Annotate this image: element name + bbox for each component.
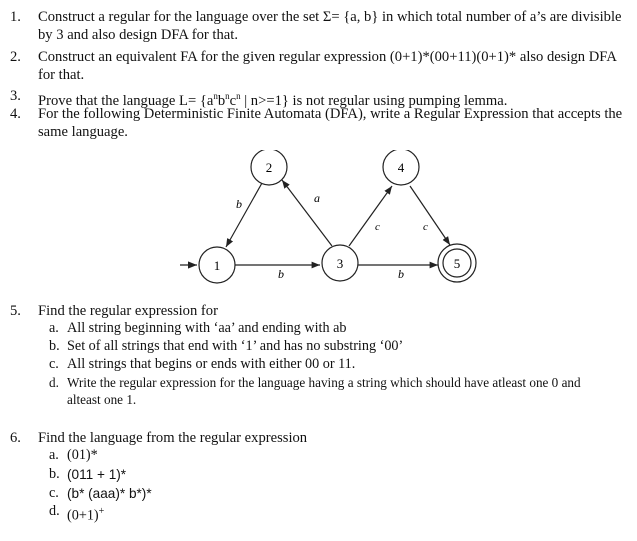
question-text: Construct a regular for the language over the set Σ= {a, b} in which total number of a’s are divisible by 3 and also design DFA for that. bbox=[38, 9, 622, 43]
q5-item-a: a. All string beginning with ‘aa’ and ending with ab bbox=[49, 320, 347, 336]
label-4-5: c bbox=[423, 221, 428, 233]
label-2-1: b bbox=[236, 197, 242, 211]
state-3 bbox=[322, 245, 358, 281]
label-3-2: a bbox=[314, 191, 320, 205]
label-3-4: c bbox=[375, 221, 380, 233]
svg-text:5: 5 bbox=[453, 256, 461, 271]
q5-item-c: c. All strings that begins or ends with either 00 or 11. bbox=[49, 356, 356, 372]
question-text: Prove that the language $L= \{a^nb^nc^n$ | n>=1} is not regular using pumping lemma. bbox=[38, 91, 508, 109]
question-1 bbox=[10, 8, 625, 44]
state-5-accepting bbox=[438, 244, 476, 282]
q5-item-d: d. Write the regular expression for the language having a string which should have atleast one 0 and alteast one 1. bbox=[49, 375, 581, 407]
edge-4-5 bbox=[410, 186, 450, 245]
question-2 bbox=[10, 48, 625, 84]
state-2 bbox=[251, 150, 287, 185]
svg-text:2: 2 bbox=[265, 160, 273, 175]
question-text: Construct an equivalent FA for the given regular expression (0+1)*(00+11)(0+1)* also design DFA for that. bbox=[38, 49, 617, 83]
question-number: 2. bbox=[10, 49, 21, 65]
question-6 bbox=[10, 429, 625, 447]
question-number: 6. bbox=[10, 430, 21, 446]
question-4 bbox=[10, 105, 625, 141]
edge-3-4 bbox=[349, 186, 392, 246]
label-1-3: b bbox=[278, 267, 284, 281]
q5-item-b: b. Set of all strings that end with ‘1’ and has no substring ‘00’ bbox=[49, 338, 404, 354]
edge-3-2 bbox=[282, 180, 332, 246]
label-3-5: b bbox=[398, 267, 404, 281]
svg-text:4: 4 bbox=[397, 160, 405, 175]
state-1 bbox=[199, 247, 235, 283]
question-title: Find the language from the regular expression bbox=[38, 430, 308, 446]
svg-text:1: 1 bbox=[213, 258, 221, 273]
question-5 bbox=[10, 302, 625, 320]
question-title: Find the regular expression for bbox=[38, 303, 218, 319]
q6-item-b: b. (011 + 1)* bbox=[49, 466, 127, 482]
dfa-diagram bbox=[0, 150, 637, 295]
svg-text:3: 3 bbox=[336, 256, 344, 271]
question-number: 3. bbox=[10, 88, 21, 104]
edge-2-1 bbox=[226, 183, 262, 247]
question-number: 4. bbox=[10, 106, 21, 122]
q6-item-c: c. (b* (aaa)* b*)* bbox=[49, 485, 152, 501]
q6-item-d: d. (0+1)+ bbox=[49, 503, 105, 524]
state-4 bbox=[383, 150, 419, 185]
question-number: 5. bbox=[10, 303, 21, 319]
question-number: 1. bbox=[10, 9, 21, 25]
question-text: For the following Deterministic Finite Automata (DFA), write a Regular Expression that accepts the same language. bbox=[38, 106, 623, 140]
q6-item-a: a. (01)* bbox=[49, 447, 98, 463]
